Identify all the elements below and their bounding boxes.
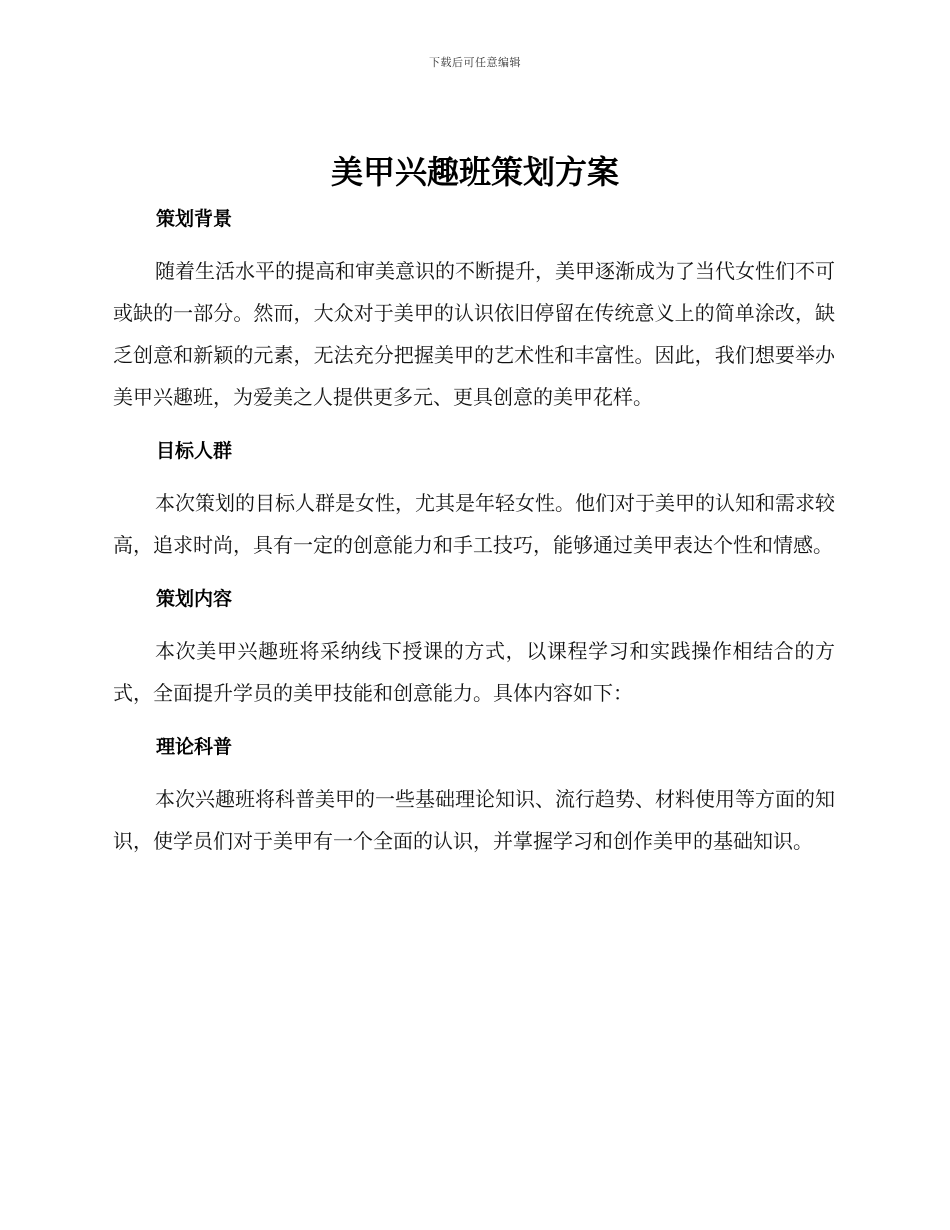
- section-theory: [113, 726, 835, 862]
- section-target-audience: [113, 430, 835, 566]
- document-title: 美甲兴趣班策划方案: [330, 153, 619, 191]
- section-paragraph-background: 随着生活水平的提高和审美意识的不断提升，美甲逐渐成为了当代女性们不可或缺的一部分。然而，大众对于美甲的认识依旧停留在传统意义上的简单涂改，缺乏创意和新颖的元素，无法充分把握美甲的艺术性和丰富性。因此，我们想要举办美甲兴趣班，为爱美之人提供更多元、更具创意的美甲花样。: [113, 259, 835, 409]
- section-paragraph-theory: 本次兴趣班将科普美甲的一些基础理论知识、流行趋势、材料使用等方面的知识，使学员们对于美甲有一个全面的认识，并掌握学习和创作美甲的基础知识。: [113, 787, 835, 853]
- section-paragraph-content: 本次美甲兴趣班将采纳线下授课的方式，以课程学习和实践操作相结合的方式，全面提升学员的美甲技能和创意能力。具体内容如下：: [113, 639, 835, 705]
- section-heading-content: 策划内容: [156, 588, 233, 610]
- section-heading-background: 策划背景: [156, 208, 233, 230]
- section-background: [113, 198, 835, 418]
- section-heading-theory: 理论科普: [156, 736, 233, 758]
- section-heading-target-audience: 目标人群: [156, 440, 233, 462]
- document-body: [113, 198, 835, 874]
- section-content: [113, 578, 835, 714]
- header-note: 下载后可任意编辑: [429, 56, 521, 69]
- section-paragraph-target-audience: 本次策划的目标人群是女性，尤其是年轻女性。他们对于美甲的认知和需求较高，追求时尚，具有一定的创意能力和手工技巧，能够通过美甲表达个性和情感。: [113, 491, 835, 557]
